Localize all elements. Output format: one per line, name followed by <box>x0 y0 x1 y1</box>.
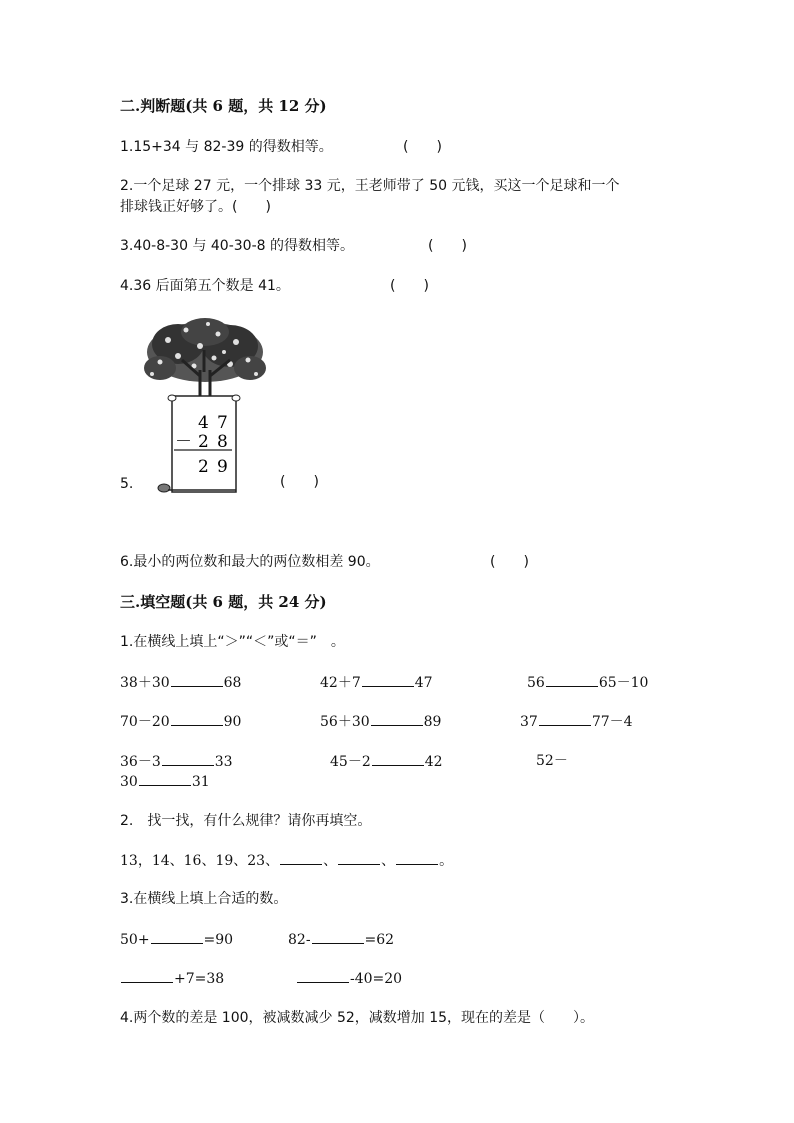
question-2-1: 1.15+34 与 82-39 的得数相等。 <box>120 139 333 155</box>
compare-blank[interactable] <box>539 711 591 726</box>
compare-item-6 <box>520 711 633 732</box>
fill-item-4 <box>296 968 402 989</box>
compare-left: 36－3 <box>120 754 161 770</box>
compare-left: 56＋30 <box>320 714 370 730</box>
compare-blank[interactable] <box>139 771 191 786</box>
compare-item-9-end <box>120 771 210 792</box>
compare-item-5 <box>320 711 441 732</box>
fill-left: 50+ <box>120 932 150 948</box>
compare-item-7 <box>120 751 233 772</box>
sequence-separator: 、 <box>323 853 338 869</box>
question-2-4: 4.36 后面第五个数是 41。 <box>120 278 290 294</box>
compare-item-8 <box>330 751 443 772</box>
question-2-5: 5. <box>120 476 134 492</box>
minuend-ones: 7 <box>217 413 228 433</box>
compare-left: 52－ <box>536 753 568 769</box>
compare-item-9-start <box>536 751 568 771</box>
sequence-given: 13，14、16、19、23、 <box>120 853 280 869</box>
compare-blank[interactable] <box>371 711 423 726</box>
fill-item-2 <box>288 929 394 950</box>
fill-blank[interactable] <box>121 968 173 983</box>
question-2-2-line2: 排球钱正好够了。( ) <box>120 199 271 215</box>
question-3-2: 2. 找一找，有什么规律？请你再填空。 <box>120 813 372 829</box>
compare-left: 56 <box>527 675 545 691</box>
compare-left: 45－2 <box>330 754 371 770</box>
fill-item-3 <box>120 968 224 989</box>
compare-right: 89 <box>423 714 442 730</box>
question-2-2-line1: 2.一个足球 27 元，一个排球 33 元，王老师带了 50 元钱，买这一个足球和一个 <box>120 178 620 194</box>
subtrahend-ones: 8 <box>217 432 228 452</box>
answer-paren-3[interactable]: ( ) <box>428 238 467 254</box>
compare-right: 47 <box>414 675 433 691</box>
compare-blank[interactable] <box>362 672 414 687</box>
minuend-tens: 4 <box>198 413 209 433</box>
fill-item-1 <box>120 929 233 950</box>
compare-item-2 <box>320 672 433 693</box>
compare-right: 90 <box>223 714 242 730</box>
compare-blank[interactable] <box>162 751 214 766</box>
compare-right: 65－10 <box>598 675 649 691</box>
compare-item-3 <box>527 672 648 693</box>
sequence-separator: 、 <box>381 853 396 869</box>
compare-item-1 <box>120 672 241 693</box>
compare-right: 31 <box>191 774 210 790</box>
compare-left: 42＋7 <box>320 675 361 691</box>
question-2-6: 6.最小的两位数和最大的两位数相差 90。 <box>120 554 380 570</box>
sequence-line <box>120 850 453 871</box>
sequence-blank-2[interactable] <box>338 850 380 865</box>
question-3-3: 3.在横线上填上合适的数。 <box>120 891 288 907</box>
question-2-3: 3.40-8-30 与 40-30-8 的得数相等。 <box>120 238 354 254</box>
difference-tens: 2 <box>198 457 209 477</box>
compare-left: 70－20 <box>120 714 170 730</box>
sequence-blank-3[interactable] <box>396 850 438 865</box>
compare-right: 33 <box>214 754 233 770</box>
compare-blank[interactable] <box>171 711 223 726</box>
compare-right: 77－4 <box>591 714 633 730</box>
difference-ones: 9 <box>217 457 228 477</box>
tree-scroll-subtraction-image <box>138 316 272 496</box>
minus-sign: － <box>175 432 192 452</box>
fill-right: -40=20 <box>350 971 403 987</box>
answer-paren-5[interactable]: ( ) <box>280 474 319 490</box>
section-2-title: 二.判断题(共 6 题，共 12 分) <box>120 97 327 115</box>
answer-paren-6[interactable]: ( ) <box>490 554 529 570</box>
answer-paren-4[interactable]: ( ) <box>390 278 429 294</box>
fill-blank[interactable] <box>312 929 364 944</box>
subtrahend-tens: 2 <box>198 432 209 452</box>
sequence-blank-1[interactable] <box>280 850 322 865</box>
question-3-4: 4.两个数的差是 100，被减数减少 52，减数增加 15，现在的差是（ ）。 <box>120 1010 595 1026</box>
fill-blank[interactable] <box>151 929 203 944</box>
compare-left: 38＋30 <box>120 675 170 691</box>
sequence-end: 。 <box>439 853 454 869</box>
fill-right: =90 <box>203 932 234 948</box>
compare-item-4 <box>120 711 241 732</box>
compare-right: 68 <box>223 675 242 691</box>
fill-right: +7=38 <box>174 971 225 987</box>
fill-left: 82- <box>288 932 311 948</box>
answer-paren-1[interactable]: ( ) <box>403 139 442 155</box>
compare-blank[interactable] <box>171 672 223 687</box>
fill-right: =62 <box>364 932 395 948</box>
section-3-title: 三.填空题(共 6 题，共 24 分) <box>120 593 327 611</box>
compare-left: 37 <box>520 714 538 730</box>
compare-blank[interactable] <box>546 672 598 687</box>
fill-blank[interactable] <box>297 968 349 983</box>
compare-left: 30 <box>120 774 138 790</box>
question-3-1: 1.在横线上填上“＞”“＜”或“＝” 。 <box>120 634 345 650</box>
compare-right: 42 <box>424 754 443 770</box>
compare-blank[interactable] <box>372 751 424 766</box>
